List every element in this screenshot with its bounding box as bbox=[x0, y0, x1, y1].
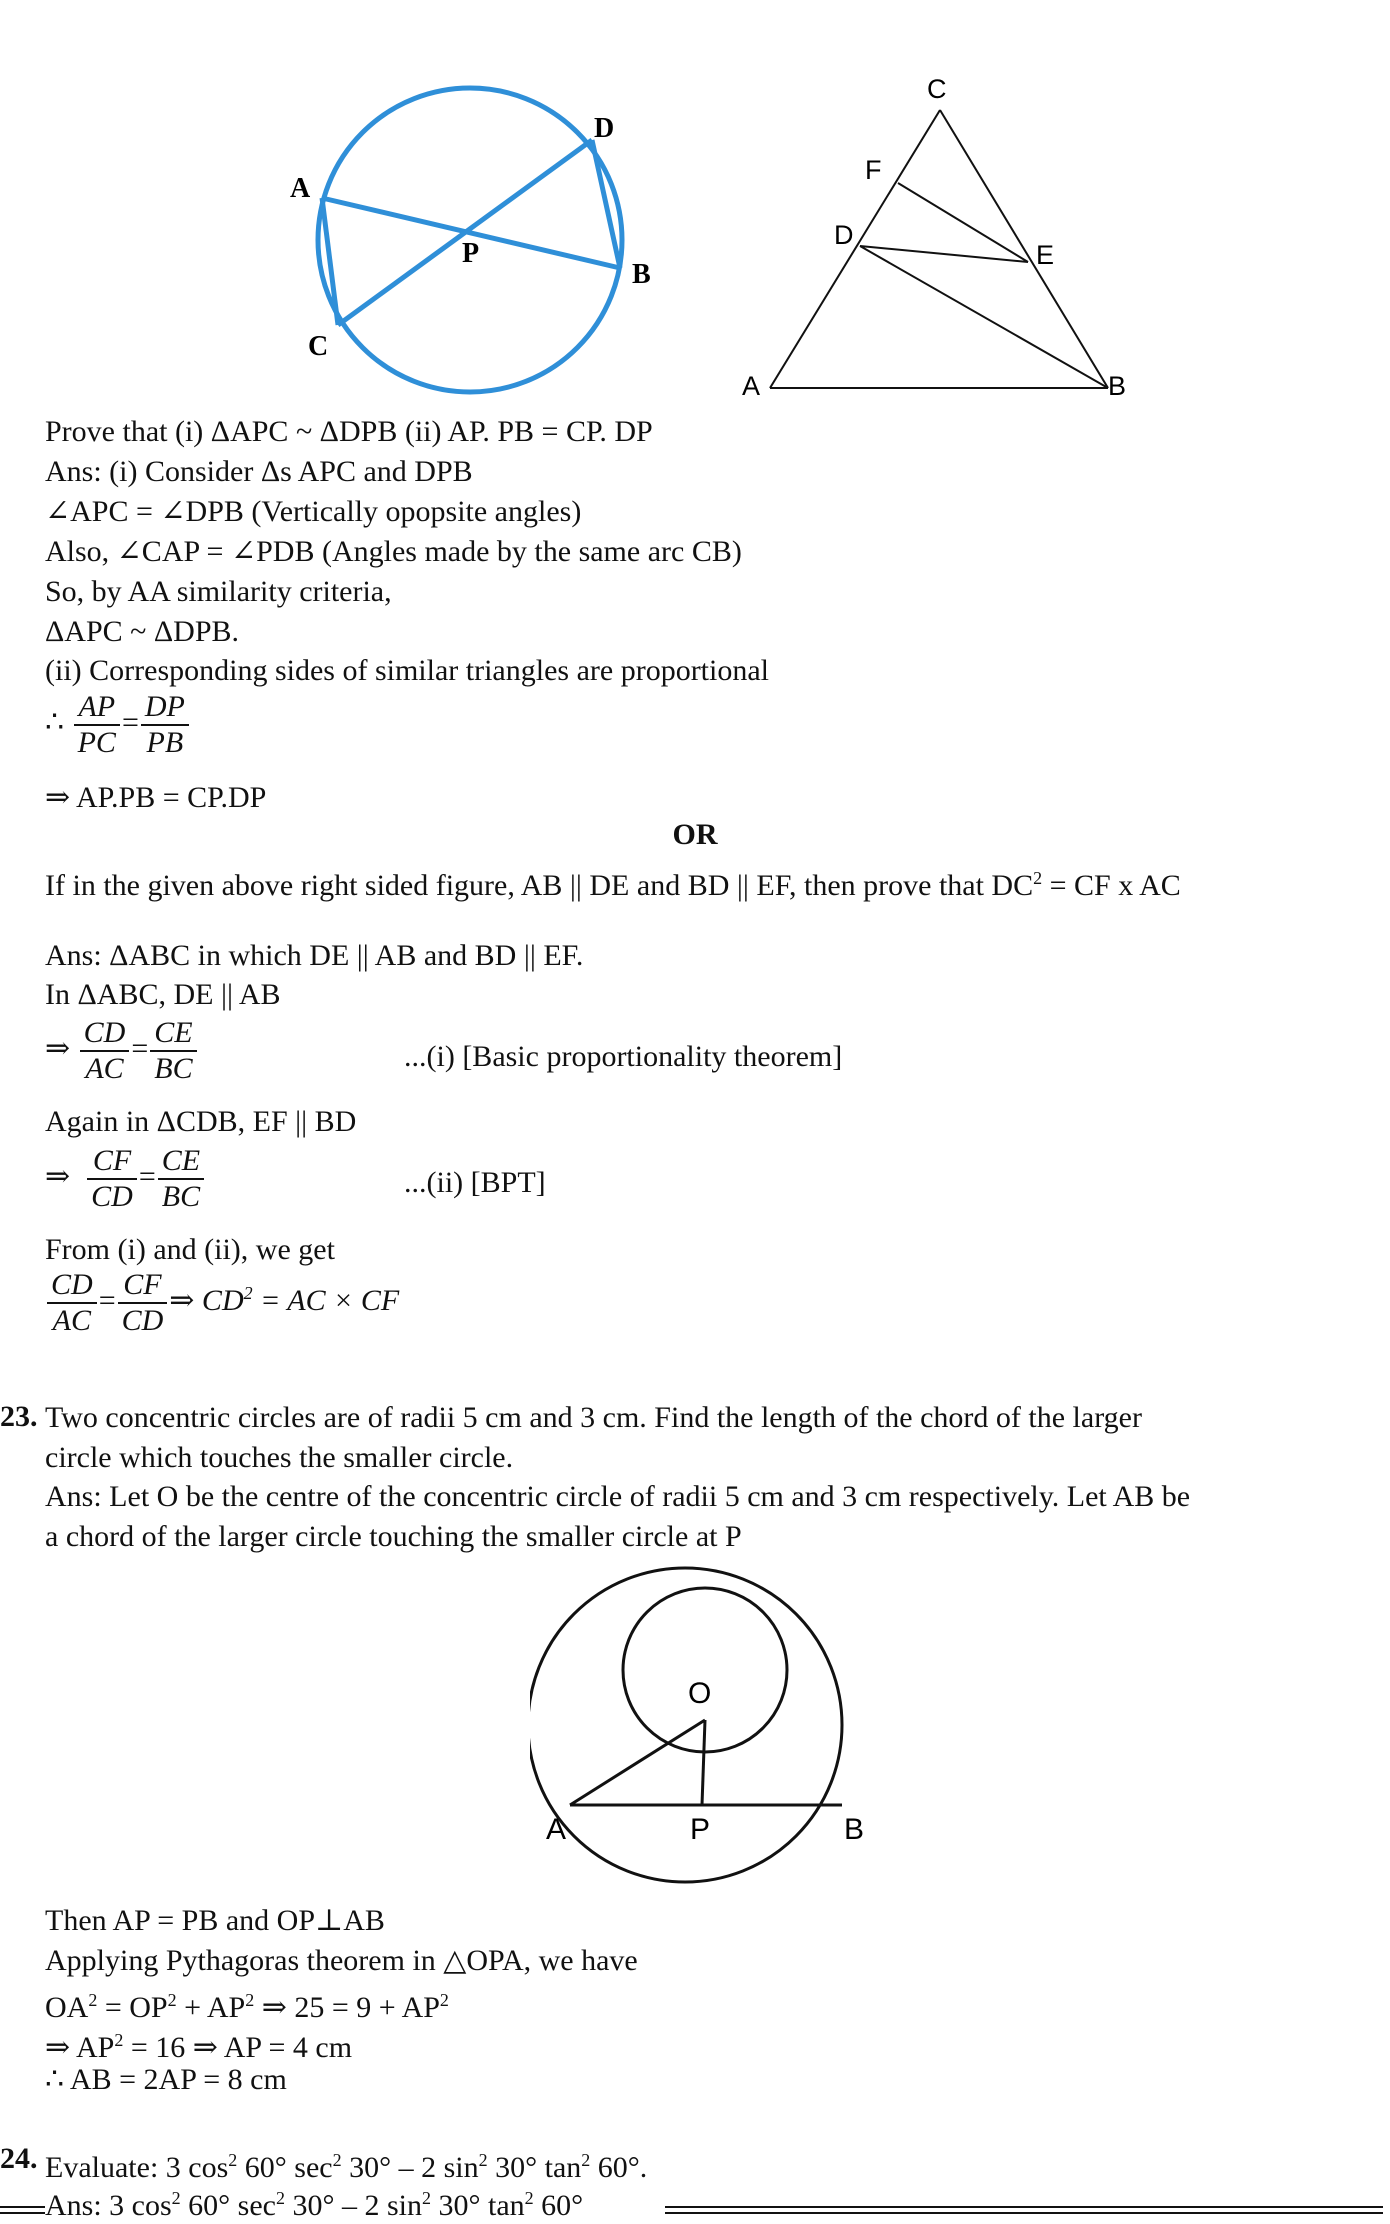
fraction: $\frac{CD}{AC}$ bbox=[47, 1268, 97, 1338]
circle-chords-figure bbox=[290, 70, 690, 410]
fraction: $\frac{CE}{BC}$ bbox=[158, 1144, 204, 1214]
label-F: F bbox=[865, 155, 882, 185]
bottom-rule bbox=[665, 2206, 1383, 2208]
answer-line: Applying Pythagoras theorem in △OPA, we have bbox=[45, 1944, 638, 1977]
label-O: O bbox=[688, 1677, 712, 1710]
fraction: $\frac{CE}{BC}$ bbox=[150, 1016, 196, 1086]
label-C: C bbox=[927, 74, 947, 104]
answer-line: (ii) Corresponding sides of similar triangles are proportional bbox=[45, 654, 769, 687]
bottom-rule bbox=[0, 2212, 45, 2214]
bottom-rule bbox=[665, 2212, 1383, 2214]
prove-statement: Prove that (i) ΔAPC ~ ΔDPB (ii) AP. PB = CP. DP bbox=[45, 415, 653, 448]
label-A: A bbox=[742, 371, 761, 401]
ratio-equation: ⇒ $\frac{CF}{CD}$ = $\frac{CE}{BC}$ bbox=[45, 1144, 206, 1214]
label-P: P bbox=[462, 238, 480, 269]
fraction: $\frac{CF}{CD}$ bbox=[87, 1144, 137, 1214]
answer-line: ⇒ $AP^2 = 16$ ⇒ AP = 4 cm bbox=[45, 2030, 353, 2064]
label-D: D bbox=[834, 220, 854, 250]
answer-line: Ans: 3 $\cos^2 60^\circ$ $\sec^2 30^\circ - 2$ $\sin^2 30^\circ$ $\tan^2 60^\circ$ bbox=[45, 2188, 584, 2222]
result-equation: $\frac{CD}{AC}$ = $\frac{CF}{CD}$ ⇒ $CD^2$ = AC × CF bbox=[45, 1268, 399, 1338]
question-number: 24. bbox=[0, 2142, 38, 2175]
answer-line: Again in ΔCDB, EF || BD bbox=[45, 1105, 357, 1138]
fraction: $\frac{CD}{AC}$ bbox=[80, 1016, 130, 1086]
reason-note: ...(ii) [BPT] bbox=[404, 1166, 546, 1199]
label-B: B bbox=[632, 259, 651, 290]
answer-line: From (i) and (ii), we get bbox=[45, 1233, 335, 1266]
answer-line: $OA^2 = OP^2 + AP^2$ ⇒ $25 = 9 + AP^2$ bbox=[45, 1990, 449, 2024]
label-E: E bbox=[1036, 240, 1055, 270]
answer-line: ∴ AB = 2AP = 8 cm bbox=[45, 2063, 287, 2096]
label-A: A bbox=[290, 173, 311, 204]
ratio-equation: ∴ $\frac{AP}{PC}$ = $\frac{DP}{PB}$ bbox=[45, 690, 191, 760]
answer-line: So, by AA similarity criteria, bbox=[45, 575, 392, 608]
label-C: C bbox=[308, 331, 329, 362]
label-B: B bbox=[1108, 371, 1127, 401]
label-P: P bbox=[690, 1813, 711, 1846]
fraction: $\frac{DP}{PB}$ bbox=[141, 690, 189, 760]
answer-line: ⇒ AP.PB = CP.DP bbox=[45, 781, 267, 814]
question-line: Evaluate: 3 $\cos^2 60^\circ$ $\sec^2 30^\circ - 2$ $\sin^2 30^\circ$ $\tan^2 60^\circ$. bbox=[45, 2150, 648, 2184]
triangle-figure bbox=[730, 68, 1150, 408]
label-D: D bbox=[594, 113, 615, 144]
answer-line: Then AP = PB and OP⊥AB bbox=[45, 1904, 385, 1937]
label-A: A bbox=[546, 1813, 567, 1846]
bottom-rule bbox=[0, 2206, 45, 2208]
or-divider: OR bbox=[672, 818, 718, 851]
answer-line: ∠APC = ∠DPB (Vertically opopsite angles) bbox=[45, 495, 582, 528]
fraction: $\frac{CF}{CD}$ bbox=[118, 1268, 168, 1338]
answer-line: In ΔABC, DE || AB bbox=[45, 978, 281, 1011]
question-number: 23. bbox=[0, 1400, 38, 1433]
answer-line: a chord of the larger circle touching the smaller circle at P bbox=[45, 1520, 742, 1553]
answer-line: Ans: ΔABC in which DE || AB and BD || EF. bbox=[45, 939, 584, 972]
question-line: circle which touches the smaller circle. bbox=[45, 1441, 514, 1474]
question-line: If in the given above right sided figure, AB || DE and BD || EF, then prove that $DC^2$ = CF x AC bbox=[45, 868, 1181, 902]
concentric-circles-figure bbox=[530, 1560, 880, 1890]
answer-line: Also, ∠CAP = ∠PDB (Angles made by the same arc CB) bbox=[45, 535, 742, 568]
answer-line: Ans: (i) Consider Δs APC and DPB bbox=[45, 455, 473, 488]
reason-note: ...(i) [Basic proportionality theorem] bbox=[404, 1040, 843, 1073]
fraction: $\frac{AP}{PC}$ bbox=[74, 690, 120, 760]
answer-line: Ans: Let O be the centre of the concentric circle of radii 5 cm and 3 cm respectively. Let AB be bbox=[45, 1480, 1191, 1513]
ratio-equation: ⇒ $\frac{CD}{AC}$ = $\frac{CE}{BC}$ bbox=[45, 1016, 199, 1086]
label-B: B bbox=[844, 1813, 865, 1846]
question-line: Two concentric circles are of radii 5 cm and 3 cm. Find the length of the chord of the larger bbox=[45, 1401, 1142, 1434]
answer-line: ΔAPC ~ ΔDPB. bbox=[45, 615, 240, 648]
